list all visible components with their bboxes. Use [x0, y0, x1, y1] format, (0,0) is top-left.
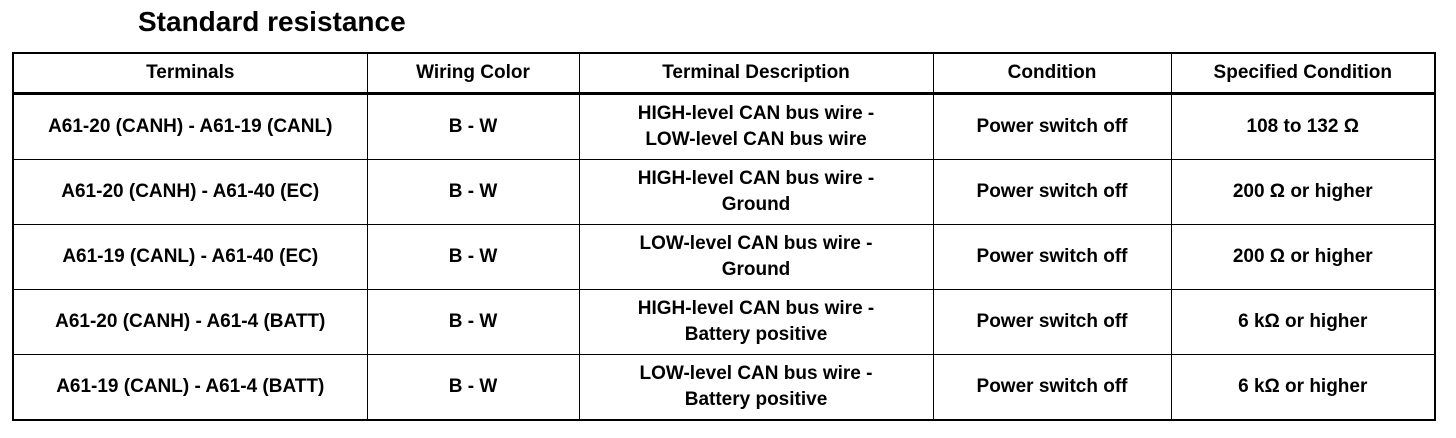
column-header-terminal-description: Terminal Description: [579, 53, 933, 94]
specified-condition-cell: 200 Ω or higher: [1171, 225, 1435, 290]
page-title: Standard resistance: [138, 6, 406, 37]
specified-condition-cell: 6 kΩ or higher: [1171, 290, 1435, 355]
terminals-cell: A61-20 (CANH) - A61-4 (BATT): [13, 290, 367, 355]
condition-cell: Power switch off: [933, 160, 1171, 225]
table-row: [13, 290, 1435, 355]
specified-condition-cell: 6 kΩ or higher: [1171, 355, 1435, 421]
terminals-cell: A61-20 (CANH) - A61-40 (EC): [13, 160, 367, 225]
wiring-color-cell: B - W: [367, 160, 579, 225]
terminal-description-text: LOW-level CAN bus wire - Ground: [639, 233, 873, 280]
terminal-description-cell: [579, 290, 933, 355]
column-header-terminals: Terminals: [13, 53, 367, 94]
specified-condition-cell: 108 to 132 Ω: [1171, 94, 1435, 160]
specified-condition-cell: 200 Ω or higher: [1171, 160, 1435, 225]
terminal-description-cell: [579, 94, 933, 160]
column-header-wiring-color: Wiring Color: [367, 53, 579, 94]
terminal-description-cell: [579, 160, 933, 225]
terminals-cell: A61-19 (CANL) - A61-40 (EC): [13, 225, 367, 290]
table-row: [13, 94, 1435, 160]
condition-cell: Power switch off: [933, 355, 1171, 421]
condition-cell: Power switch off: [933, 290, 1171, 355]
standard-resistance-table: [12, 52, 1436, 421]
wiring-color-cell: B - W: [367, 290, 579, 355]
wiring-color-cell: B - W: [367, 355, 579, 421]
condition-cell: Power switch off: [933, 225, 1171, 290]
table-row: [13, 355, 1435, 421]
terminal-description-text: HIGH-level CAN bus wire - LOW-level CAN bus wire: [637, 103, 875, 150]
column-header-specified-condition: Specified Condition: [1171, 53, 1435, 94]
column-header-condition: Condition: [933, 53, 1171, 94]
condition-cell: Power switch off: [933, 94, 1171, 160]
terminals-cell: A61-20 (CANH) - A61-19 (CANL): [13, 94, 367, 160]
table-row: [13, 160, 1435, 225]
terminal-description-cell: [579, 225, 933, 290]
table-row: [13, 225, 1435, 290]
terminal-description-text: LOW-level CAN bus wire - Battery positive: [639, 363, 873, 410]
terminal-description-text: HIGH-level CAN bus wire - Ground: [637, 168, 875, 215]
terminal-description-cell: [579, 355, 933, 421]
terminals-cell: A61-19 (CANL) - A61-4 (BATT): [13, 355, 367, 421]
wiring-color-cell: B - W: [367, 225, 579, 290]
wiring-color-cell: B - W: [367, 94, 579, 160]
terminal-description-text: HIGH-level CAN bus wire - Battery positive: [637, 298, 875, 345]
table-header-row: [13, 53, 1435, 94]
